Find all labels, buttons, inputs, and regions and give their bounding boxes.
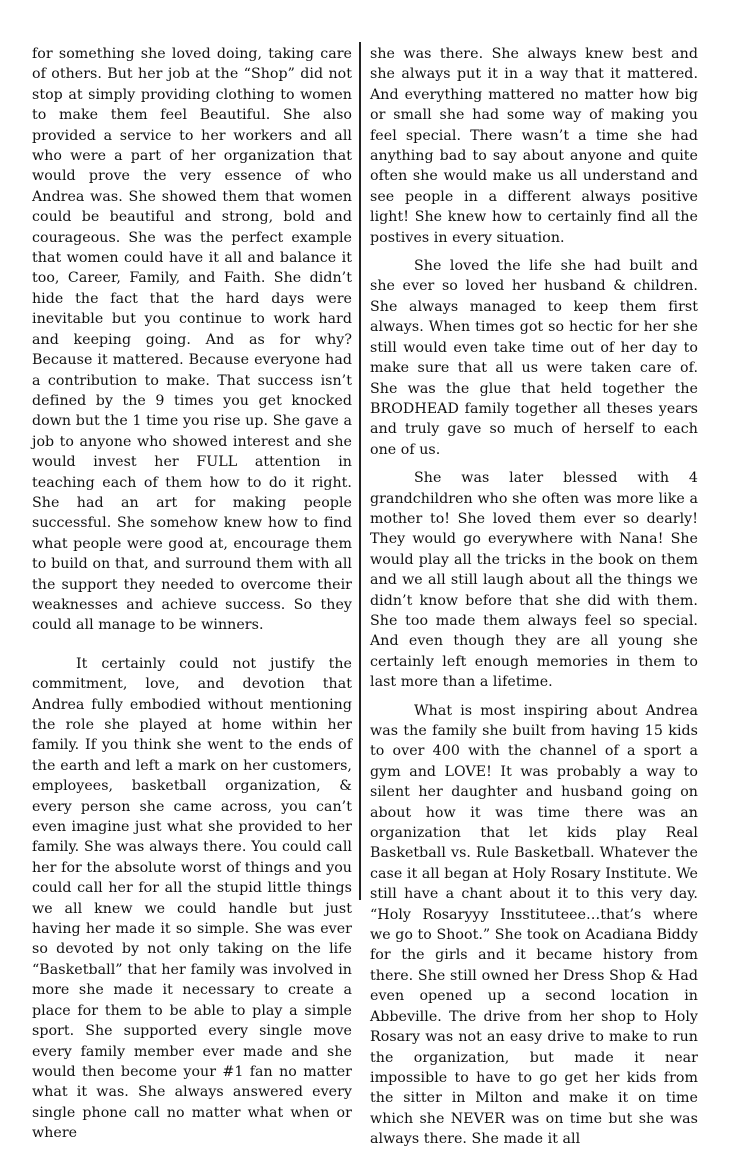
paragraph: She loved the life she had built and she ever so loved her husband & children. She always managed to keep them first always. When times got so hectic for her she still would even take time out of her day to make sure that all us were taken care of. She was the glue that held together the BRODHEAD family together all theses years and truly gave so much of herself to each one of us.: [370, 258, 698, 458]
left-text-column: [32, 44, 352, 1144]
right-text-column: [370, 44, 698, 1150]
column-divider: [359, 42, 361, 900]
paragraph: she was there. She always knew best and she always put it in a way that it mattered. And everything mattered no matter how big or small she had some way of making you feel special. There wasn’t a time she had anything bad to say about anyone and quite often she would make us all understand and see people in a different always positive light! She knew how to certainly find all the postives in every situation.: [370, 46, 698, 246]
paragraph: for something she loved doing, taking care of others. But her job at the “Shop” did not stop at simply providing clothing to women to make them feel Beautiful. She also provided a service to her workers and all who were a part of her organization that would prove the very essence of who Andrea was. She showed them that women could be beautiful and strong, bold and courageous. She was the perfect example that women could have it all and balance it too, Career, Family, and Faith. She didn’t hide the fact that the hard days were inevitable but you continue to work hard and keeping going. And as for why? Because it mattered. Because everyone had a contribution to make. That success isn’t defined by the 9 times you get knocked down but the 1 time you rise up. She gave a job to anyone who showed interest and she would invest her FULL attention in teaching each of them how to do it right. She had an art for making people successful. She somehow knew how to find what people were good at, encourage them to build on that, and surround them with all the support they needed to overcome their weaknesses and achieve success. So they could all manage to be winners.: [32, 46, 352, 634]
paragraph: She was later blessed with 4 grandchildren who she often was more like a mother to! She loved them ever so dearly! They would go everywhere with Nana! She would play all the tricks in the book on them and we all still laugh about all the things we didn’t know before that she did with them. She too made them always feel so special. And even though they are all young she certainly left enough memories in them to last more than a lifetime.: [370, 470, 698, 691]
paragraph: What is most inspiring about Andrea was the family she built from having 15 kids to over 400 with the channel of a sport a gym and LOVE! It was probably a way to silent her daughter and husband going on about how it was time there was an organization that let kids play Real Basketball vs. Rule Basketball. Whatever the case it all began at Holy Rosary Institute. We still have a chant about it to this very day. “Holy Rosaryyy Insstituteee…that’s where we go to Shoot.” She took on Acadiana Biddy for the girls and it became history from there. She still owned her Dress Shop & Had even opened up a second location in Abbeville. The drive from her shop to Holy Rosary was not an easy drive to make to run the organization, but made it near impossible to have to go get her kids from the sitter in Milton and make it on time which she NEVER was on time but she was always there. She made it all: [370, 702, 698, 1148]
paragraph: It certainly could not justify the commitment, love, and devotion that Andrea fully embodied without mentioning the role she played at home within her family. If you think she went to the ends of the earth and left a mark on her customers, employees, basketball organization, & every person she came across, you can’t even imagine just what she provided to her family. She was always there. You could call her for the absolute worst of things and you could call her for all the stupid little things we all knew we could handle but just having her made it so simple. She was ever so devoted by not only taking on the life “Basketball” that her family was involved in more she made it necessary to create a place for them to be able to play a simple sport. She supported every single move every family member ever made and she would then become your #1 fan no matter what it was. She always answered every single phone call no matter what when or where: [32, 655, 352, 1142]
